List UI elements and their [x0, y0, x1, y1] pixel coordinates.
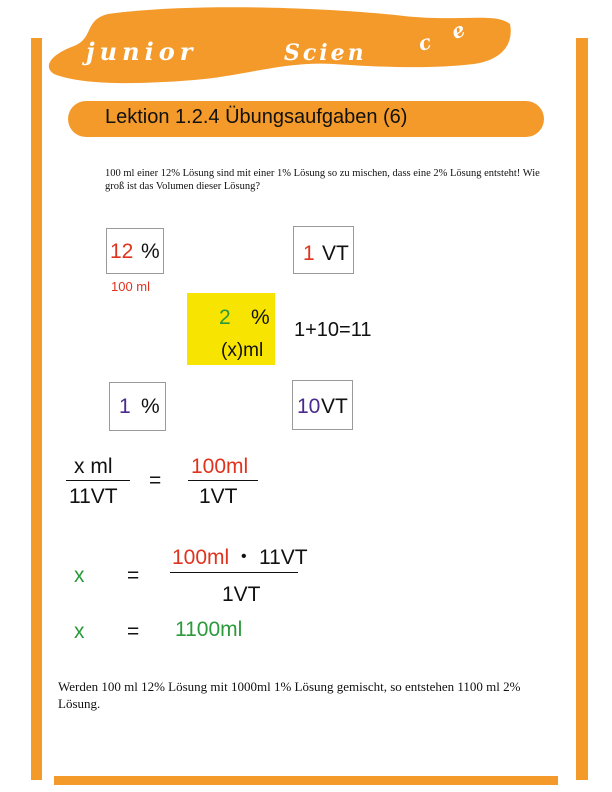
eq1-rhs-fraction-line — [188, 480, 258, 481]
lesson-title: Lektion 1.2.4 Übungsaufgaben (6) — [105, 106, 408, 128]
center-volume-unknown: (x)ml — [221, 340, 264, 361]
frame-bottom-bar — [54, 776, 558, 785]
top-left-volume: 100 ml — [111, 279, 151, 294]
bottom-right-parts-unit: VT — [321, 395, 348, 418]
top-left-percent-value: 12 — [110, 240, 134, 263]
bottom-left-percent-value: 1 — [119, 395, 131, 418]
eq2-denominator: 1VT — [222, 583, 261, 606]
svg-text:e: e — [447, 16, 469, 45]
conclusion-text: Werden 100 ml 12% Lösung mit 1000ml 1% Lösung gemischt, so entstehen 1100 ml 2% Lösung. — [58, 679, 521, 711]
top-left-percent-unit: % — [141, 240, 160, 263]
eq1-equals: = — [149, 469, 162, 492]
eq1-rhs-numerator: 100ml — [191, 455, 249, 478]
exercise-question: 100 ml einer 12% Lösung sind mit einer 1% Lösung so zu mischen, dass eine 2% Lösung entsteht! Wie groß ist das Volumen dieser Lösung? — [105, 168, 540, 192]
eq3-equals: = — [127, 620, 140, 643]
frame-right-bar — [576, 38, 588, 780]
center-percent-unit: % — [251, 306, 270, 329]
eq1-rhs-denominator: 1VT — [199, 485, 238, 508]
eq2-fraction-line — [170, 572, 298, 573]
junior-science-logo — [44, 4, 514, 90]
eq1-lhs-numerator: x ml — [74, 455, 113, 478]
eq2-variable: x — [74, 564, 85, 587]
svg-text:junior: junior — [86, 37, 198, 66]
eq3-variable: x — [74, 620, 85, 643]
svg-text:c: c — [415, 29, 434, 56]
eq2-multiply-dot: • — [241, 548, 247, 565]
eq1-lhs-denominator: 11VT — [69, 485, 118, 508]
eq2-numerator-volume: 100ml — [172, 546, 230, 569]
eq2-equals: = — [127, 564, 140, 587]
top-right-parts-unit: VT — [322, 242, 349, 265]
bottom-right-parts-value: 10 — [297, 395, 321, 418]
eq1-lhs-fraction-line — [66, 480, 130, 481]
eq3-result: 1100ml — [175, 618, 243, 641]
top-right-parts-value: 1 — [303, 242, 315, 265]
eq2-numerator-parts: 11VT — [259, 546, 308, 569]
center-percent-value: 2 — [219, 306, 231, 329]
parts-sum: 1+10=11 — [294, 319, 372, 341]
svg-text:Scien: Scien — [284, 40, 367, 66]
frame-left-bar — [31, 38, 42, 780]
bottom-left-percent-unit: % — [141, 395, 160, 418]
